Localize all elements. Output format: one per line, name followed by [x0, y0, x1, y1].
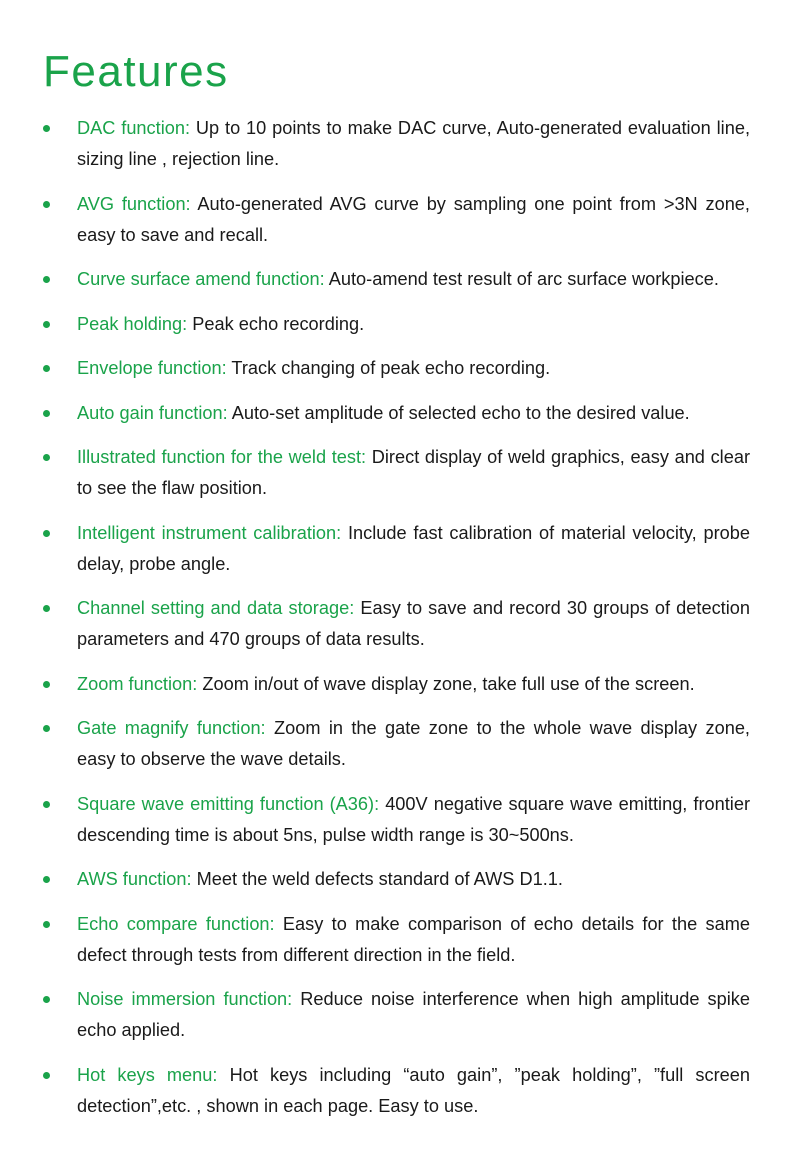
bullet-icon	[43, 681, 50, 688]
feature-description: Easy to save and record 30 groups of detection parameters and 470 groups of data results.	[77, 598, 750, 649]
bullet-icon	[43, 996, 50, 1003]
feature-description: Auto-generated AVG curve by sampling one point from >3N zone, easy to save and recall.	[77, 193, 750, 245]
feature-name: Zoom function:	[77, 673, 198, 694]
feature-name: Envelope function:	[77, 358, 227, 378]
features-list	[0, 113, 800, 1122]
feature-description: Reduce noise interference when high amplitude spike echo applied.	[77, 989, 750, 1040]
feature-item-noise-immersion	[0, 984, 800, 1046]
feature-description: Zoom in/out of wave display zone, take full use of the screen.	[197, 673, 695, 694]
feature-description: Direct display of weld graphics, easy and clear to see the flaw position.	[77, 447, 750, 498]
bullet-icon	[43, 410, 50, 417]
feature-name: AVG function:	[77, 193, 191, 214]
feature-name: Illustrated function for the weld test:	[77, 447, 367, 467]
feature-description: Peak echo recording.	[187, 313, 365, 334]
bullet-icon	[43, 801, 50, 808]
bullet-icon	[43, 276, 50, 283]
page-title: Features	[43, 47, 229, 96]
bullet-icon	[43, 725, 50, 732]
feature-name: Auto gain function:	[77, 402, 228, 423]
feature-name: Intelligent instrument calibration:	[77, 522, 342, 543]
feature-description: Include fast calibration of material velocity, probe delay, probe angle.	[77, 522, 750, 574]
feature-item-weld-illustration	[0, 442, 800, 504]
bullet-icon	[43, 201, 50, 208]
feature-name: Curve surface amend function:	[77, 269, 325, 289]
feature-item-square-wave	[0, 789, 800, 851]
bullet-icon	[43, 125, 50, 132]
feature-item-aws	[0, 864, 800, 895]
bullet-icon	[43, 876, 50, 883]
feature-item-avg	[0, 189, 800, 251]
bullet-icon	[43, 530, 50, 537]
feature-description: Auto-amend test result of arc surface workpiece.	[324, 269, 719, 289]
feature-item-hot-keys	[0, 1060, 800, 1122]
feature-description: Track changing of peak echo recording.	[226, 358, 551, 378]
feature-name: Echo compare function:	[77, 913, 275, 934]
feature-item-peak-holding	[0, 309, 800, 340]
bullet-icon	[43, 921, 50, 928]
feature-description: Zoom in the gate zone to the whole wave display zone, easy to observe the wave details.	[77, 718, 750, 769]
bullet-icon	[43, 605, 50, 612]
feature-item-dac	[0, 113, 800, 175]
feature-item-echo-compare	[0, 909, 800, 971]
feature-item-gate-magnify	[0, 713, 800, 775]
feature-name: Gate magnify function:	[77, 718, 266, 738]
feature-description: Easy to make comparison of echo details for the same defect through tests from different direction in the field.	[77, 913, 751, 965]
feature-name: Hot keys menu:	[77, 1064, 218, 1085]
bullet-icon	[43, 365, 50, 372]
feature-item-calibration	[0, 518, 800, 580]
feature-description: 400V negative square wave emitting, frontier descending time is about 5ns, pulse width range is 30~500ns.	[77, 793, 751, 845]
feature-description: Up to 10 points to make DAC curve, Auto-generated evaluation line, sizing line , rejection line.	[77, 118, 750, 169]
feature-item-curve-surface-amend	[0, 264, 800, 295]
bullet-icon	[43, 454, 50, 461]
bullet-icon	[43, 321, 50, 328]
feature-item-auto-gain	[0, 398, 800, 429]
feature-name: DAC function:	[77, 118, 191, 138]
feature-item-zoom	[0, 669, 800, 700]
feature-description: Meet the weld defects standard of AWS D1.1.	[191, 869, 563, 889]
feature-name: AWS function:	[77, 869, 192, 889]
feature-name: Noise immersion function:	[77, 989, 293, 1009]
feature-name: Peak holding:	[77, 313, 188, 334]
feature-item-channel-storage	[0, 593, 800, 655]
feature-description: Auto-set amplitude of selected echo to the desired value.	[227, 402, 690, 423]
feature-name: Channel setting and data storage:	[77, 598, 355, 618]
feature-name: Square wave emitting function (A36):	[77, 793, 380, 814]
feature-description: Hot keys including “auto gain”, ”peak holding”, ”full screen detection”,etc. , shown in each page. Easy to use.	[77, 1064, 751, 1116]
feature-item-envelope	[0, 353, 800, 384]
bullet-icon	[43, 1072, 50, 1079]
